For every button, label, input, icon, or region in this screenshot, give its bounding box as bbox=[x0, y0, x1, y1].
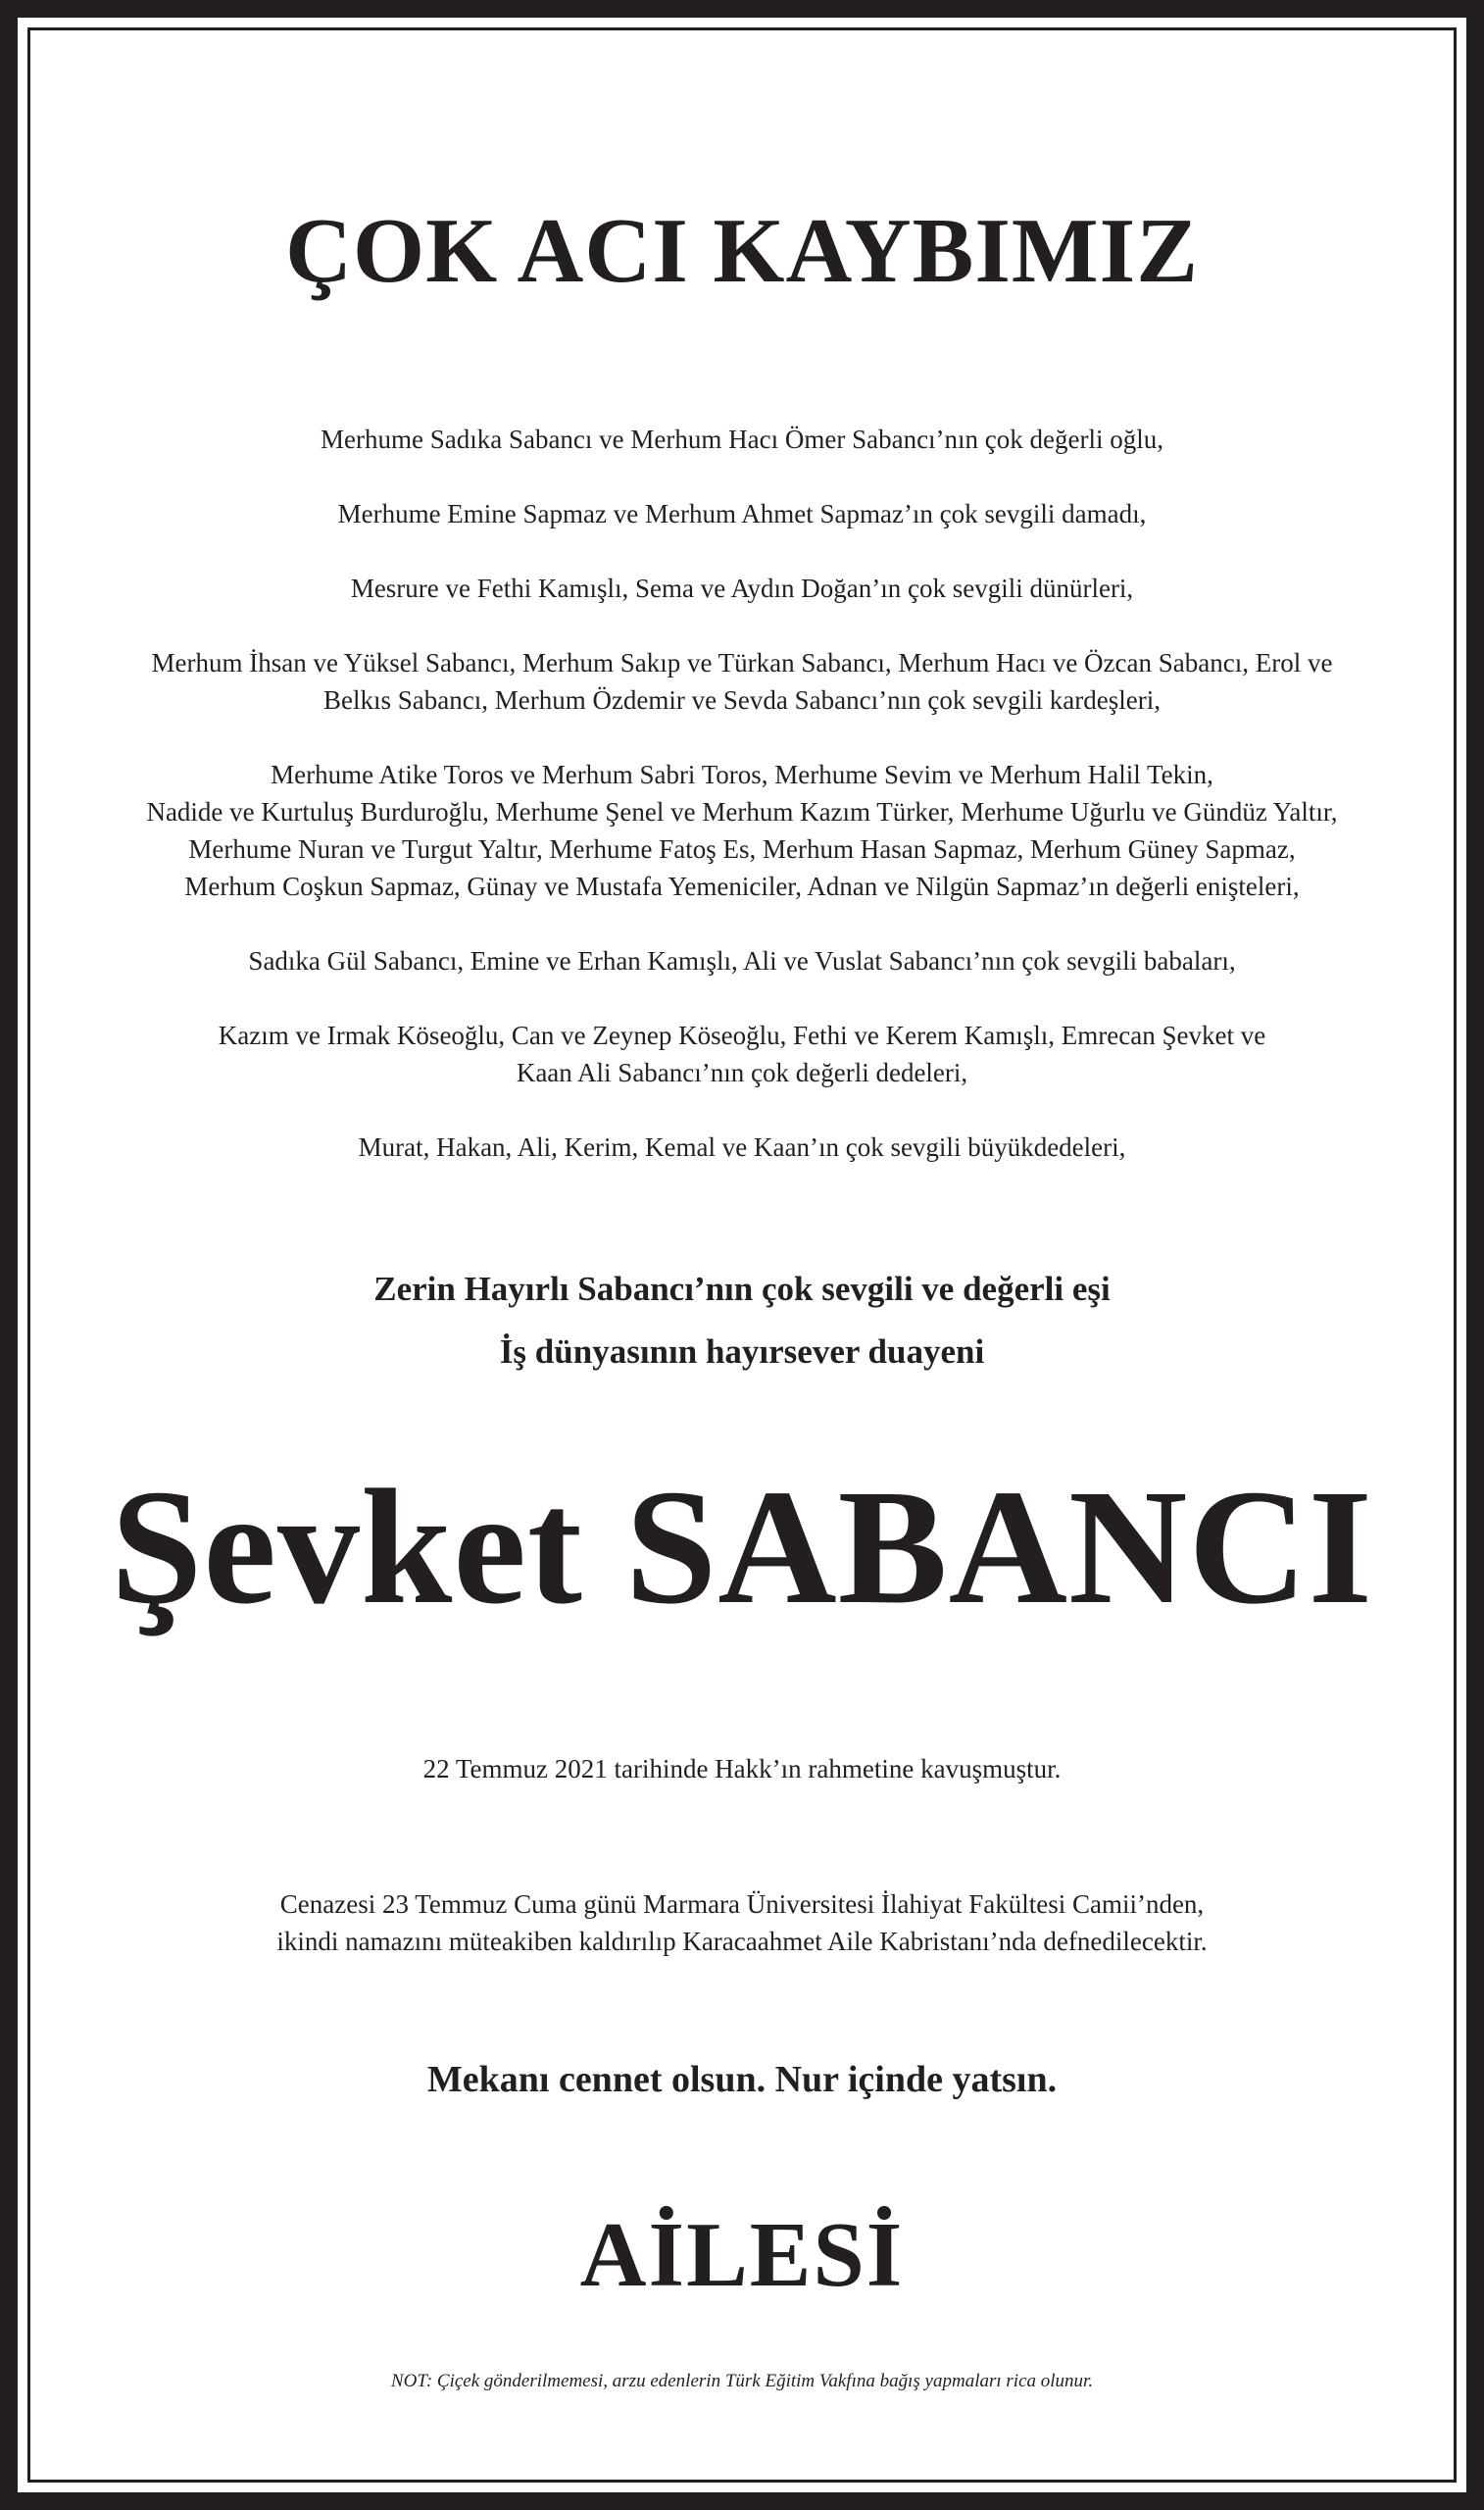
footnote: NOT: Çiçek gönderilmemesi, arzu edenlerin Türk Eğitim Vakfına bağış yapmaları rica olunur. bbox=[390, 2371, 1094, 2391]
relation-line: Merhum İhsan ve Yüksel Sabancı, Merhum Sakıp ve Türkan Sabancı, Merhum Hacı ve Özcan Sabancı, Erol ve bbox=[151, 648, 1333, 678]
prayer: Mekanı cennet olsun. Nur içinde yatsın. bbox=[426, 2059, 1058, 2100]
relation-line: Merhume Nuran ve Turgut Yaltır, Merhume Fatoş Es, Merhum Hasan Sapmaz, Merhum Güney Sapmaz, bbox=[188, 834, 1296, 864]
relation-line: Merhume Emine Sapmaz ve Merhum Ahmet Sapmaz’ın çok sevgili damadı, bbox=[337, 499, 1147, 528]
title-line: İş dünyasının hayırsever duayeni bbox=[499, 1332, 985, 1371]
relation-paragraph bbox=[89, 942, 1395, 979]
deceased-name: Şevket SABANCI bbox=[110, 1456, 1374, 1638]
relation-paragraph bbox=[89, 644, 1395, 719]
notice-content bbox=[89, 30, 1395, 2480]
funeral-line: ikindi namazını müteakiben kaldırılıp Karacaahmet Aile Kabristanı’nda defnedilecektir. bbox=[276, 1927, 1208, 1956]
relation-paragraph bbox=[89, 1129, 1395, 1166]
relation-line: Merhume Sadıka Sabancı ve Merhum Hacı Ömer Sabancı’nın çok değerli oğlu, bbox=[321, 425, 1163, 454]
headline: ÇOK ACI KAYBIMIZ bbox=[285, 200, 1199, 302]
relation-paragraph bbox=[89, 495, 1395, 532]
relation-line: Nadide ve Kurtuluş Burduroğlu, Merhume Şenel ve Merhum Kazım Türker, Merhume Uğurlu ve Gündüz Yaltır, bbox=[146, 797, 1338, 827]
relation-line: Mesrure ve Fethi Kamışlı, Sema ve Aydın Doğan’ın çok sevgili dünürleri, bbox=[350, 574, 1134, 603]
relation-paragraph bbox=[89, 756, 1395, 905]
relation-line: Belkıs Sabancı, Merhum Özdemir ve Sevda Sabancı’nın çok sevgili kardeşleri, bbox=[322, 685, 1162, 715]
funeral-info bbox=[89, 1885, 1395, 1960]
relation-line: Kazım ve Irmak Köseoğlu, Can ve Zeynep Köseoğlu, Fethi ve Kerem Kamışlı, Emrecan Şevket ve bbox=[218, 1021, 1266, 1050]
deceased-intro bbox=[89, 1258, 1395, 1383]
signature: AİLESİ bbox=[579, 2204, 905, 2306]
relation-line: Murat, Hakan, Ali, Kerim, Kemal ve Kaan’ın çok sevgili büyükdedeleri, bbox=[358, 1132, 1126, 1162]
relation-line: Merhum Coşkun Sapmaz, Günay ve Mustafa Yemeniciler, Adnan ve Nilgün Sapmaz’ın değerli enişteleri, bbox=[184, 872, 1300, 901]
death-notice: 22 Temmuz 2021 tarihinde Hakk’ın rahmetine kavuşmuştur. bbox=[422, 1754, 1062, 1783]
relation-paragraph bbox=[89, 1017, 1395, 1091]
relation-line: Kaan Ali Sabancı’nın çok değerli dedeleri, bbox=[516, 1058, 968, 1087]
relation-paragraph bbox=[89, 570, 1395, 607]
relation-line: Sadıka Gül Sabancı, Emine ve Erhan Kamışlı, Ali ve Vuslat Sabancı’nın çok sevgili babaları, bbox=[248, 946, 1236, 976]
spouse-line: Zerin Hayırlı Sabancı’nın çok sevgili ve değerli eşi bbox=[373, 1270, 1111, 1308]
relation-paragraph bbox=[89, 421, 1395, 458]
obituary-notice bbox=[27, 27, 1457, 2483]
relation-line: Merhume Atike Toros ve Merhum Sabri Toros, Merhume Sevim ve Merhum Halil Tekin, bbox=[271, 760, 1213, 789]
funeral-line: Cenazesi 23 Temmuz Cuma günü Marmara Üniversitesi İlahiyat Fakültesi Camii’nden, bbox=[279, 1889, 1205, 1919]
relatives-list bbox=[89, 421, 1395, 1203]
